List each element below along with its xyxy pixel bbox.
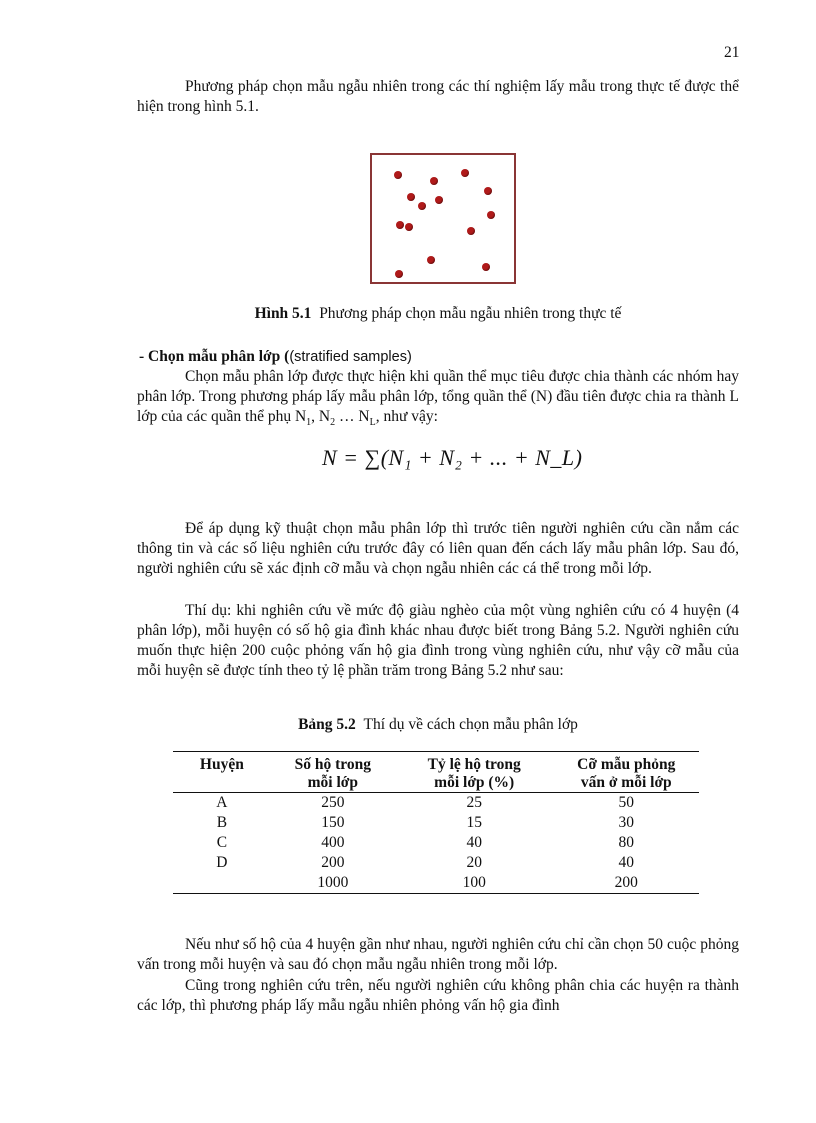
stratified-paragraph: Chọn mẫu phân lớp được thực hiện khi quần thể mục tiêu được chia thành các nhóm hay phân lớp. Trong phương pháp lấy mẫu phân lớp, tổng quần thể (N) đầu tiên được chia ra thành L lớp của các quần thể phụ $N_1$, $N_2$ … $N_L$, như vậy:: [137, 368, 739, 429]
random-sampling-figure: [370, 153, 516, 284]
table-header-row: [173, 752, 699, 793]
figure-caption-text: Phương pháp chọn mẫu ngẫu nhiên trong thực tế: [319, 305, 622, 322]
section-bullet: -: [139, 348, 145, 365]
sample-dot: [430, 177, 438, 185]
sample-dot: [487, 211, 495, 219]
sample-dot: [407, 193, 415, 201]
table-row: B 150 15 30: [216, 814, 634, 831]
stratified-formula: N = ∑(N₁ + N₂ + ... + N_L): [322, 445, 583, 470]
paragraph-no-strata: Cũng trong nghiên cứu trên, nếu người nghiên cứu không phân chia các huyện ra thành các lớp, thì phương pháp lấy mẫu ngẫu nhiên phỏng vấn hộ gia đình: [137, 977, 739, 1014]
sample-dot: [394, 171, 402, 179]
table-total-row: 1000 100 200: [173, 873, 699, 894]
sample-dot: [396, 221, 404, 229]
table-caption-text: Thí dụ về cách chọn mẫu phân lớp: [363, 716, 578, 733]
sample-dot: [427, 256, 435, 264]
section-title-en: (stratified samples): [289, 349, 412, 365]
figure-caption: [137, 305, 739, 323]
sample-dot: [405, 223, 413, 231]
table-caption: [137, 716, 739, 734]
sample-dot: [467, 227, 475, 235]
header-percentage: Tỷ lệ hộ trong mỗi lớp (%): [427, 756, 521, 791]
paragraph-apply: Để áp dụng kỹ thuật chọn mẫu phân lớp thì trước tiên người nghiên cứu cần nắm các thông tin và các số liệu nghiên cứu trước đây có liên quan đến cách lấy mẫu phân lớp. Sau đó, người nghiên cứu sẽ xác định cỡ mẫu và chọn ngẫu nhiên các cá thể trong mỗi lớp.: [137, 520, 739, 577]
stratified-sample-table: [173, 751, 699, 894]
header-households: Số hộ trong mỗi lớp: [294, 756, 371, 791]
sample-dot: [418, 202, 426, 210]
header-district: Huyện: [199, 756, 244, 773]
table-label: Bảng 5.2: [298, 716, 356, 733]
sample-dot: [435, 196, 443, 204]
intro-paragraph: Phương pháp chọn mẫu ngẫu nhiên trong các thí nghiệm lấy mẫu trong thực tế được thể hiện trong hình 5.1.: [137, 78, 739, 115]
paragraph-equal-households: Nếu như số hộ của 4 huyện gần như nhau, người nghiên cứu chỉ cần chọn 50 cuộc phỏng vấn trong mỗi huyện và sau đó chọn mẫu ngẫu nhiên trong mỗi lớp.: [137, 936, 739, 973]
section-heading: - Chọn mẫu phân lớp ((stratified samples): [139, 348, 412, 365]
figure-label: Hình 5.1: [254, 305, 312, 322]
sample-dot: [395, 270, 403, 278]
sample-dot: [482, 263, 490, 271]
table-row: A 250 25 50: [216, 794, 634, 811]
paragraph-example: Thí dụ: khi nghiên cứu về mức độ giàu nghèo của một vùng nghiên cứu có 4 huyện (4 phân lớp), mỗi huyện có số hộ gia đình khác nhau được biết trong Bảng 5.2. Người nghiên cứu muốn thực hiện 200 cuộc phỏng vấn hộ gia đình trong vùng nghiên cứu, như vậy cỡ mẫu của mỗi huyện sẽ được tính theo tỷ lệ phần trăm trong Bảng 5.2 như sau:: [137, 602, 739, 679]
header-sample-size: Cỡ mẫu phỏng vấn ở mỗi lớp: [577, 756, 676, 791]
sample-dot: [484, 187, 492, 195]
table-row: D 200 20 40: [216, 854, 634, 871]
page-number: 21: [724, 44, 740, 61]
section-title: Chọn mẫu phân lớp: [148, 348, 281, 365]
sample-dot: [461, 169, 469, 177]
table-row: C 400 40 80: [216, 834, 634, 851]
